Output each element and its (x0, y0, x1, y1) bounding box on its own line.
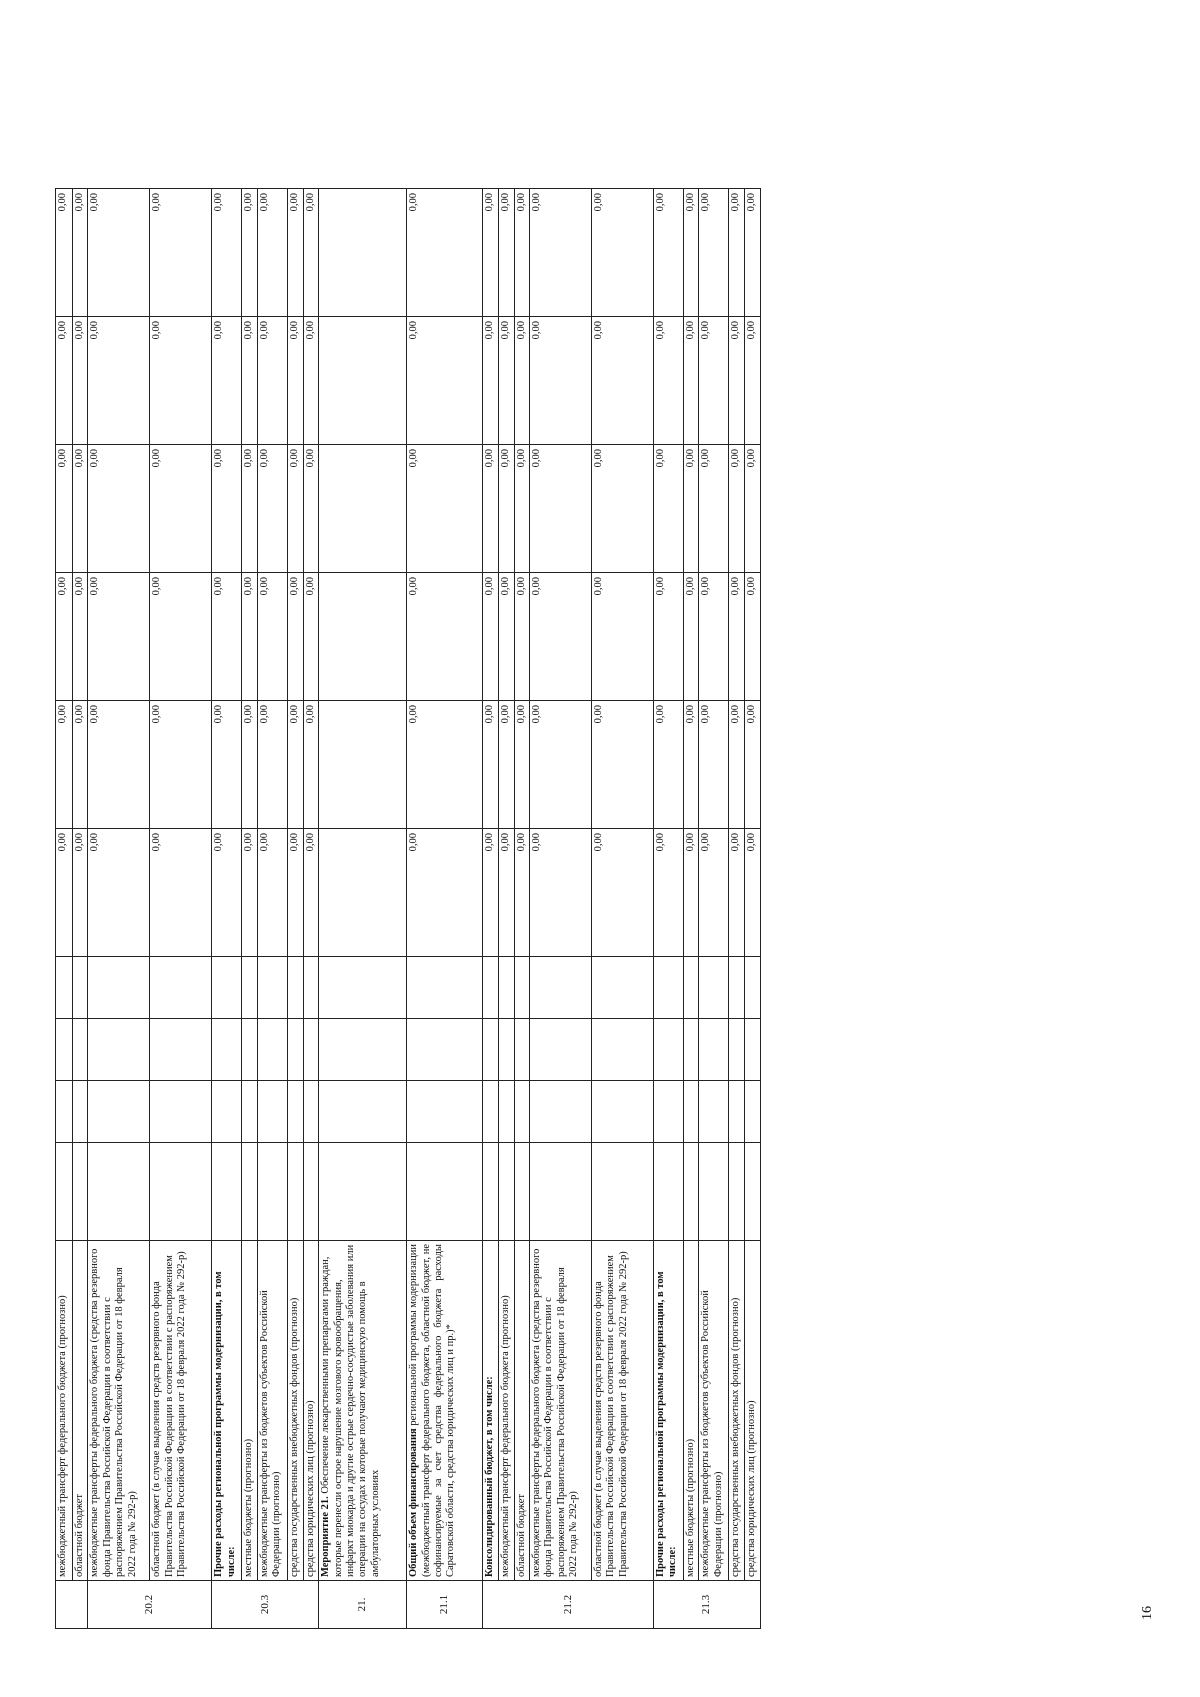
empty-cell (683, 1081, 698, 1143)
row-description: Прочие расходы региональной программы модернизации, в том числе: (653, 1241, 683, 1581)
value-cell: 0,00 (287, 189, 303, 317)
value-cell: 0,00 (150, 829, 212, 957)
empty-cell (653, 1019, 683, 1081)
empty-cell (242, 1019, 257, 1081)
value-cell: 0,00 (498, 445, 514, 573)
empty-cell (88, 1019, 150, 1081)
row-description: местные бюджеты (прогнозно) (242, 1241, 257, 1581)
value-cell: 0,00 (591, 317, 653, 445)
table-row (212, 189, 242, 1629)
row-code: 21.1 (407, 1581, 483, 1629)
empty-cell (212, 1081, 242, 1143)
value-cell: 0,00 (529, 829, 591, 957)
value-cell: 0,00 (729, 701, 745, 829)
empty-cell (745, 1019, 760, 1081)
empty-cell (483, 1019, 498, 1081)
value-cell: 0,00 (73, 317, 88, 445)
empty-cell (287, 957, 303, 1019)
value-cell: 0,00 (529, 701, 591, 829)
value-cell: 0,00 (56, 829, 73, 957)
empty-cell (729, 1081, 745, 1143)
empty-cell (529, 1143, 591, 1241)
value-cell: 0,00 (407, 445, 483, 573)
value-cell: 0,00 (514, 445, 529, 573)
row-code: 21. (319, 1581, 407, 1629)
empty-cell (319, 957, 407, 1019)
value-cell: 0,00 (88, 317, 150, 445)
empty-cell (257, 957, 287, 1019)
row-description: местные бюджеты (прогнозно) (683, 1241, 698, 1581)
empty-cell (303, 1143, 318, 1241)
empty-cell (653, 1143, 683, 1241)
value-cell: 0,00 (514, 573, 529, 701)
value-cell: 0,00 (653, 573, 683, 701)
table-row (653, 189, 683, 1629)
row-description: Консолидированный бюджет, в том числе: (483, 1241, 498, 1581)
row-description: средства юридических лиц (прогнозно) (745, 1241, 760, 1581)
empty-cell (73, 957, 88, 1019)
value-cell: 0,00 (683, 445, 698, 573)
empty-cell (483, 1143, 498, 1241)
value-cell: 0,00 (73, 445, 88, 573)
empty-cell (483, 957, 498, 1019)
empty-cell (150, 1081, 212, 1143)
value-cell: 0,00 (591, 701, 653, 829)
empty-cell (287, 1081, 303, 1143)
financing-table (55, 188, 761, 1629)
value-cell: 0,00 (73, 189, 88, 317)
value-cell: 0,00 (56, 189, 73, 317)
value-cell: 0,00 (514, 317, 529, 445)
empty-cell (150, 957, 212, 1019)
empty-cell (514, 957, 529, 1019)
empty-cell (683, 1019, 698, 1081)
empty-cell (319, 829, 407, 957)
value-cell: 0,00 (287, 701, 303, 829)
value-cell: 0,00 (683, 701, 698, 829)
value-cell: 0,00 (150, 701, 212, 829)
empty-cell (56, 1081, 73, 1143)
empty-cell (88, 1081, 150, 1143)
empty-cell (73, 1143, 88, 1241)
value-cell: 0,00 (242, 445, 257, 573)
page-number: 16 (1140, 1606, 1155, 1620)
empty-cell (303, 1019, 318, 1081)
empty-cell (242, 1081, 257, 1143)
empty-cell (319, 573, 407, 701)
value-cell: 0,00 (407, 189, 483, 317)
value-cell: 0,00 (287, 573, 303, 701)
empty-cell (56, 1143, 73, 1241)
table-row (257, 189, 287, 1629)
value-cell: 0,00 (729, 573, 745, 701)
value-cell: 0,00 (529, 573, 591, 701)
value-cell: 0,00 (56, 445, 73, 573)
empty-cell (257, 1143, 287, 1241)
value-cell: 0,00 (73, 701, 88, 829)
value-cell: 0,00 (591, 189, 653, 317)
value-cell: 0,00 (287, 317, 303, 445)
row-description: областной бюджет (514, 1241, 529, 1581)
empty-cell (745, 957, 760, 1019)
value-cell: 0,00 (73, 829, 88, 957)
value-cell: 0,00 (498, 189, 514, 317)
row-description: областной бюджет (73, 1241, 88, 1581)
empty-cell (529, 1081, 591, 1143)
row-code: 20.3 (212, 1581, 319, 1629)
empty-cell (212, 1019, 242, 1081)
empty-cell (303, 1081, 318, 1143)
table-row (514, 189, 529, 1629)
value-cell: 0,00 (303, 189, 318, 317)
empty-cell (729, 1019, 745, 1081)
value-cell: 0,00 (56, 573, 73, 701)
table-row (150, 189, 212, 1629)
empty-cell (150, 1143, 212, 1241)
value-cell: 0,00 (483, 317, 498, 445)
row-description: Общий объем финансирования региональной программы модернизации (межбюджетный трансферт федерального бюджета, областной бюджет, не софинансируемые за счет средства федерального бюджета расходы Саратовской области, средства юридических лиц и пр.)* (407, 1241, 483, 1581)
value-cell: 0,00 (303, 701, 318, 829)
value-cell: 0,00 (257, 445, 287, 573)
value-cell: 0,00 (212, 701, 242, 829)
value-cell: 0,00 (498, 701, 514, 829)
value-cell: 0,00 (242, 829, 257, 957)
empty-cell (56, 1019, 73, 1081)
value-cell: 0,00 (483, 189, 498, 317)
table-row (529, 189, 591, 1629)
value-cell: 0,00 (88, 829, 150, 957)
value-cell: 0,00 (88, 445, 150, 573)
value-cell: 0,00 (212, 317, 242, 445)
value-cell: 0,00 (407, 829, 483, 957)
table-row (407, 189, 483, 1629)
value-cell: 0,00 (242, 573, 257, 701)
empty-cell (319, 189, 407, 317)
empty-cell (745, 1143, 760, 1241)
table-row (73, 189, 88, 1629)
empty-cell (514, 1081, 529, 1143)
empty-cell (498, 1143, 514, 1241)
empty-cell (498, 1081, 514, 1143)
empty-cell (287, 1143, 303, 1241)
table-row (591, 189, 653, 1629)
value-cell: 0,00 (745, 189, 760, 317)
value-cell: 0,00 (483, 445, 498, 573)
value-cell: 0,00 (257, 573, 287, 701)
empty-cell (257, 1081, 287, 1143)
value-cell: 0,00 (529, 445, 591, 573)
value-cell: 0,00 (407, 573, 483, 701)
empty-cell (591, 1019, 653, 1081)
value-cell: 0,00 (591, 573, 653, 701)
row-description: Мероприятие 21. Обеспечение лекарственными препаратами граждан, которые перенесли острое нарушение мозгового кровообращения, инфаркт миокарда и другие острые сердечно-сосудистые заболевания или операции на сосудах и которые получают медицинскую помощь в амбулаторных условиях (319, 1241, 407, 1581)
value-cell: 0,00 (483, 701, 498, 829)
value-cell: 0,00 (699, 189, 729, 317)
empty-cell (729, 1143, 745, 1241)
value-cell: 0,00 (257, 189, 287, 317)
empty-cell (407, 1019, 483, 1081)
value-cell: 0,00 (729, 317, 745, 445)
empty-cell (150, 1019, 212, 1081)
table-row (287, 189, 303, 1629)
row-description: Прочие расходы региональной программы модернизации, в том числе: (212, 1241, 242, 1581)
empty-cell (73, 1081, 88, 1143)
row-description: межбюджетный трансферт федерального бюджета (прогнозно) (56, 1241, 73, 1581)
empty-cell (88, 957, 150, 1019)
empty-cell (319, 317, 407, 445)
empty-cell (699, 1081, 729, 1143)
empty-cell (653, 1081, 683, 1143)
empty-cell (699, 1143, 729, 1241)
table-row (242, 189, 257, 1629)
value-cell: 0,00 (150, 189, 212, 317)
empty-cell (529, 957, 591, 1019)
value-cell: 0,00 (729, 829, 745, 957)
empty-cell (56, 957, 73, 1019)
empty-cell (745, 1081, 760, 1143)
value-cell: 0,00 (514, 189, 529, 317)
empty-cell (498, 1019, 514, 1081)
value-cell: 0,00 (303, 829, 318, 957)
value-cell: 0,00 (483, 573, 498, 701)
empty-cell (683, 1143, 698, 1241)
row-description: средства юридических лиц (прогнозно) (303, 1241, 318, 1581)
value-cell: 0,00 (212, 445, 242, 573)
row-description: межбюджетные трансферты федерального бюджета (средства резервного фонда Правительства Российской Федерации в соответствии с распоряжением Правительства Российской Федерации от 18 февраля 2022 года № 292-р) (88, 1241, 150, 1581)
row-description: межбюджетные трансферты из бюджетов субъектов Российской Федерации (прогнозно) (699, 1241, 729, 1581)
empty-cell (319, 1019, 407, 1081)
value-cell: 0,00 (653, 829, 683, 957)
value-cell: 0,00 (303, 317, 318, 445)
value-cell: 0,00 (56, 701, 73, 829)
value-cell: 0,00 (745, 829, 760, 957)
value-cell: 0,00 (257, 701, 287, 829)
empty-cell (729, 957, 745, 1019)
value-cell: 0,00 (257, 829, 287, 957)
table-row (483, 189, 498, 1629)
empty-cell (699, 957, 729, 1019)
empty-cell (212, 957, 242, 1019)
value-cell: 0,00 (745, 573, 760, 701)
empty-cell (319, 1081, 407, 1143)
value-cell: 0,00 (529, 317, 591, 445)
empty-cell (514, 1019, 529, 1081)
empty-cell (303, 957, 318, 1019)
empty-cell (529, 1019, 591, 1081)
value-cell: 0,00 (683, 189, 698, 317)
row-code: 21.3 (653, 1581, 760, 1629)
value-cell: 0,00 (591, 829, 653, 957)
value-cell: 0,00 (407, 701, 483, 829)
table-row (88, 189, 150, 1629)
value-cell: 0,00 (242, 189, 257, 317)
empty-cell (88, 1143, 150, 1241)
table-row (745, 189, 760, 1629)
row-description: областной бюджет (в случае выделения средств резервного фонда Правительства Российской Федерации в соответствии с распоряжением Правительства Российской Федерации от 18 февраля 2022 года № 292-р) (591, 1241, 653, 1581)
empty-cell (319, 1143, 407, 1241)
table-row (683, 189, 698, 1629)
empty-cell (73, 1019, 88, 1081)
empty-cell (653, 957, 683, 1019)
empty-cell (683, 957, 698, 1019)
value-cell: 0,00 (745, 445, 760, 573)
value-cell: 0,00 (653, 701, 683, 829)
empty-cell (407, 1143, 483, 1241)
empty-cell (498, 957, 514, 1019)
value-cell: 0,00 (745, 701, 760, 829)
document-sheet (55, 189, 761, 1629)
empty-cell (212, 1143, 242, 1241)
value-cell: 0,00 (212, 189, 242, 317)
empty-cell (242, 957, 257, 1019)
table-row (319, 189, 407, 1629)
value-cell: 0,00 (653, 445, 683, 573)
empty-cell (287, 1019, 303, 1081)
value-cell: 0,00 (257, 317, 287, 445)
row-description: областной бюджет (в случае выделения средств резервного фонда Правительства Российской Федерации в соответствии с распоряжением Правительства Российской Федерации от 18 февраля 2022 года № 292-р) (150, 1241, 212, 1581)
row-description: средства государственных внебюджетных фондов (прогнозно) (287, 1241, 303, 1581)
table-row (498, 189, 514, 1629)
value-cell: 0,00 (150, 445, 212, 573)
empty-cell (319, 445, 407, 573)
value-cell: 0,00 (88, 189, 150, 317)
value-cell: 0,00 (745, 317, 760, 445)
value-cell: 0,00 (683, 573, 698, 701)
value-cell: 0,00 (303, 573, 318, 701)
value-cell: 0,00 (699, 829, 729, 957)
value-cell: 0,00 (212, 829, 242, 957)
empty-cell (257, 1019, 287, 1081)
empty-cell (514, 1143, 529, 1241)
value-cell: 0,00 (699, 701, 729, 829)
value-cell: 0,00 (88, 573, 150, 701)
value-cell: 0,00 (699, 445, 729, 573)
empty-cell (591, 1143, 653, 1241)
value-cell: 0,00 (729, 189, 745, 317)
table-body (56, 189, 761, 1629)
value-cell: 0,00 (498, 829, 514, 957)
value-cell: 0,00 (653, 189, 683, 317)
value-cell: 0,00 (498, 317, 514, 445)
value-cell: 0,00 (498, 573, 514, 701)
value-cell: 0,00 (73, 573, 88, 701)
value-cell: 0,00 (483, 829, 498, 957)
value-cell: 0,00 (150, 573, 212, 701)
empty-cell (483, 1081, 498, 1143)
value-cell: 0,00 (303, 445, 318, 573)
value-cell: 0,00 (683, 317, 698, 445)
value-cell: 0,00 (287, 445, 303, 573)
row-code (56, 1581, 88, 1629)
value-cell: 0,00 (514, 829, 529, 957)
empty-cell (591, 957, 653, 1019)
value-cell: 0,00 (591, 445, 653, 573)
value-cell: 0,00 (699, 317, 729, 445)
value-cell: 0,00 (683, 829, 698, 957)
row-description: средства государственных внебюджетных фондов (прогнозно) (729, 1241, 745, 1581)
row-code: 20.2 (88, 1581, 212, 1629)
value-cell: 0,00 (150, 317, 212, 445)
row-code: 21.2 (483, 1581, 654, 1629)
value-cell: 0,00 (653, 317, 683, 445)
value-cell: 0,00 (407, 317, 483, 445)
table-row (729, 189, 745, 1629)
row-description: межбюджетные трансферты из бюджетов субъектов Российской Федерации (прогнозно) (257, 1241, 287, 1581)
table-row (56, 189, 73, 1629)
empty-cell (407, 1081, 483, 1143)
value-cell: 0,00 (56, 317, 73, 445)
empty-cell (319, 701, 407, 829)
value-cell: 0,00 (699, 573, 729, 701)
value-cell: 0,00 (88, 701, 150, 829)
value-cell: 0,00 (242, 701, 257, 829)
empty-cell (699, 1019, 729, 1081)
value-cell: 0,00 (514, 701, 529, 829)
value-cell: 0,00 (242, 317, 257, 445)
row-description: межбюджетные трансферты федерального бюджета (средства резервного фонда Правительства Российской Федерации в соответствии с распоряжением Правительства Российской Федерации от 18 февраля 2022 года № 292-р) (529, 1241, 591, 1581)
value-cell: 0,00 (212, 573, 242, 701)
table-row (303, 189, 318, 1629)
empty-cell (242, 1143, 257, 1241)
row-description: межбюджетный трансферт федерального бюджета (прогнозно) (498, 1241, 514, 1581)
value-cell: 0,00 (729, 445, 745, 573)
value-cell: 0,00 (529, 189, 591, 317)
value-cell: 0,00 (287, 829, 303, 957)
empty-cell (591, 1081, 653, 1143)
table-row (699, 189, 729, 1629)
empty-cell (407, 957, 483, 1019)
